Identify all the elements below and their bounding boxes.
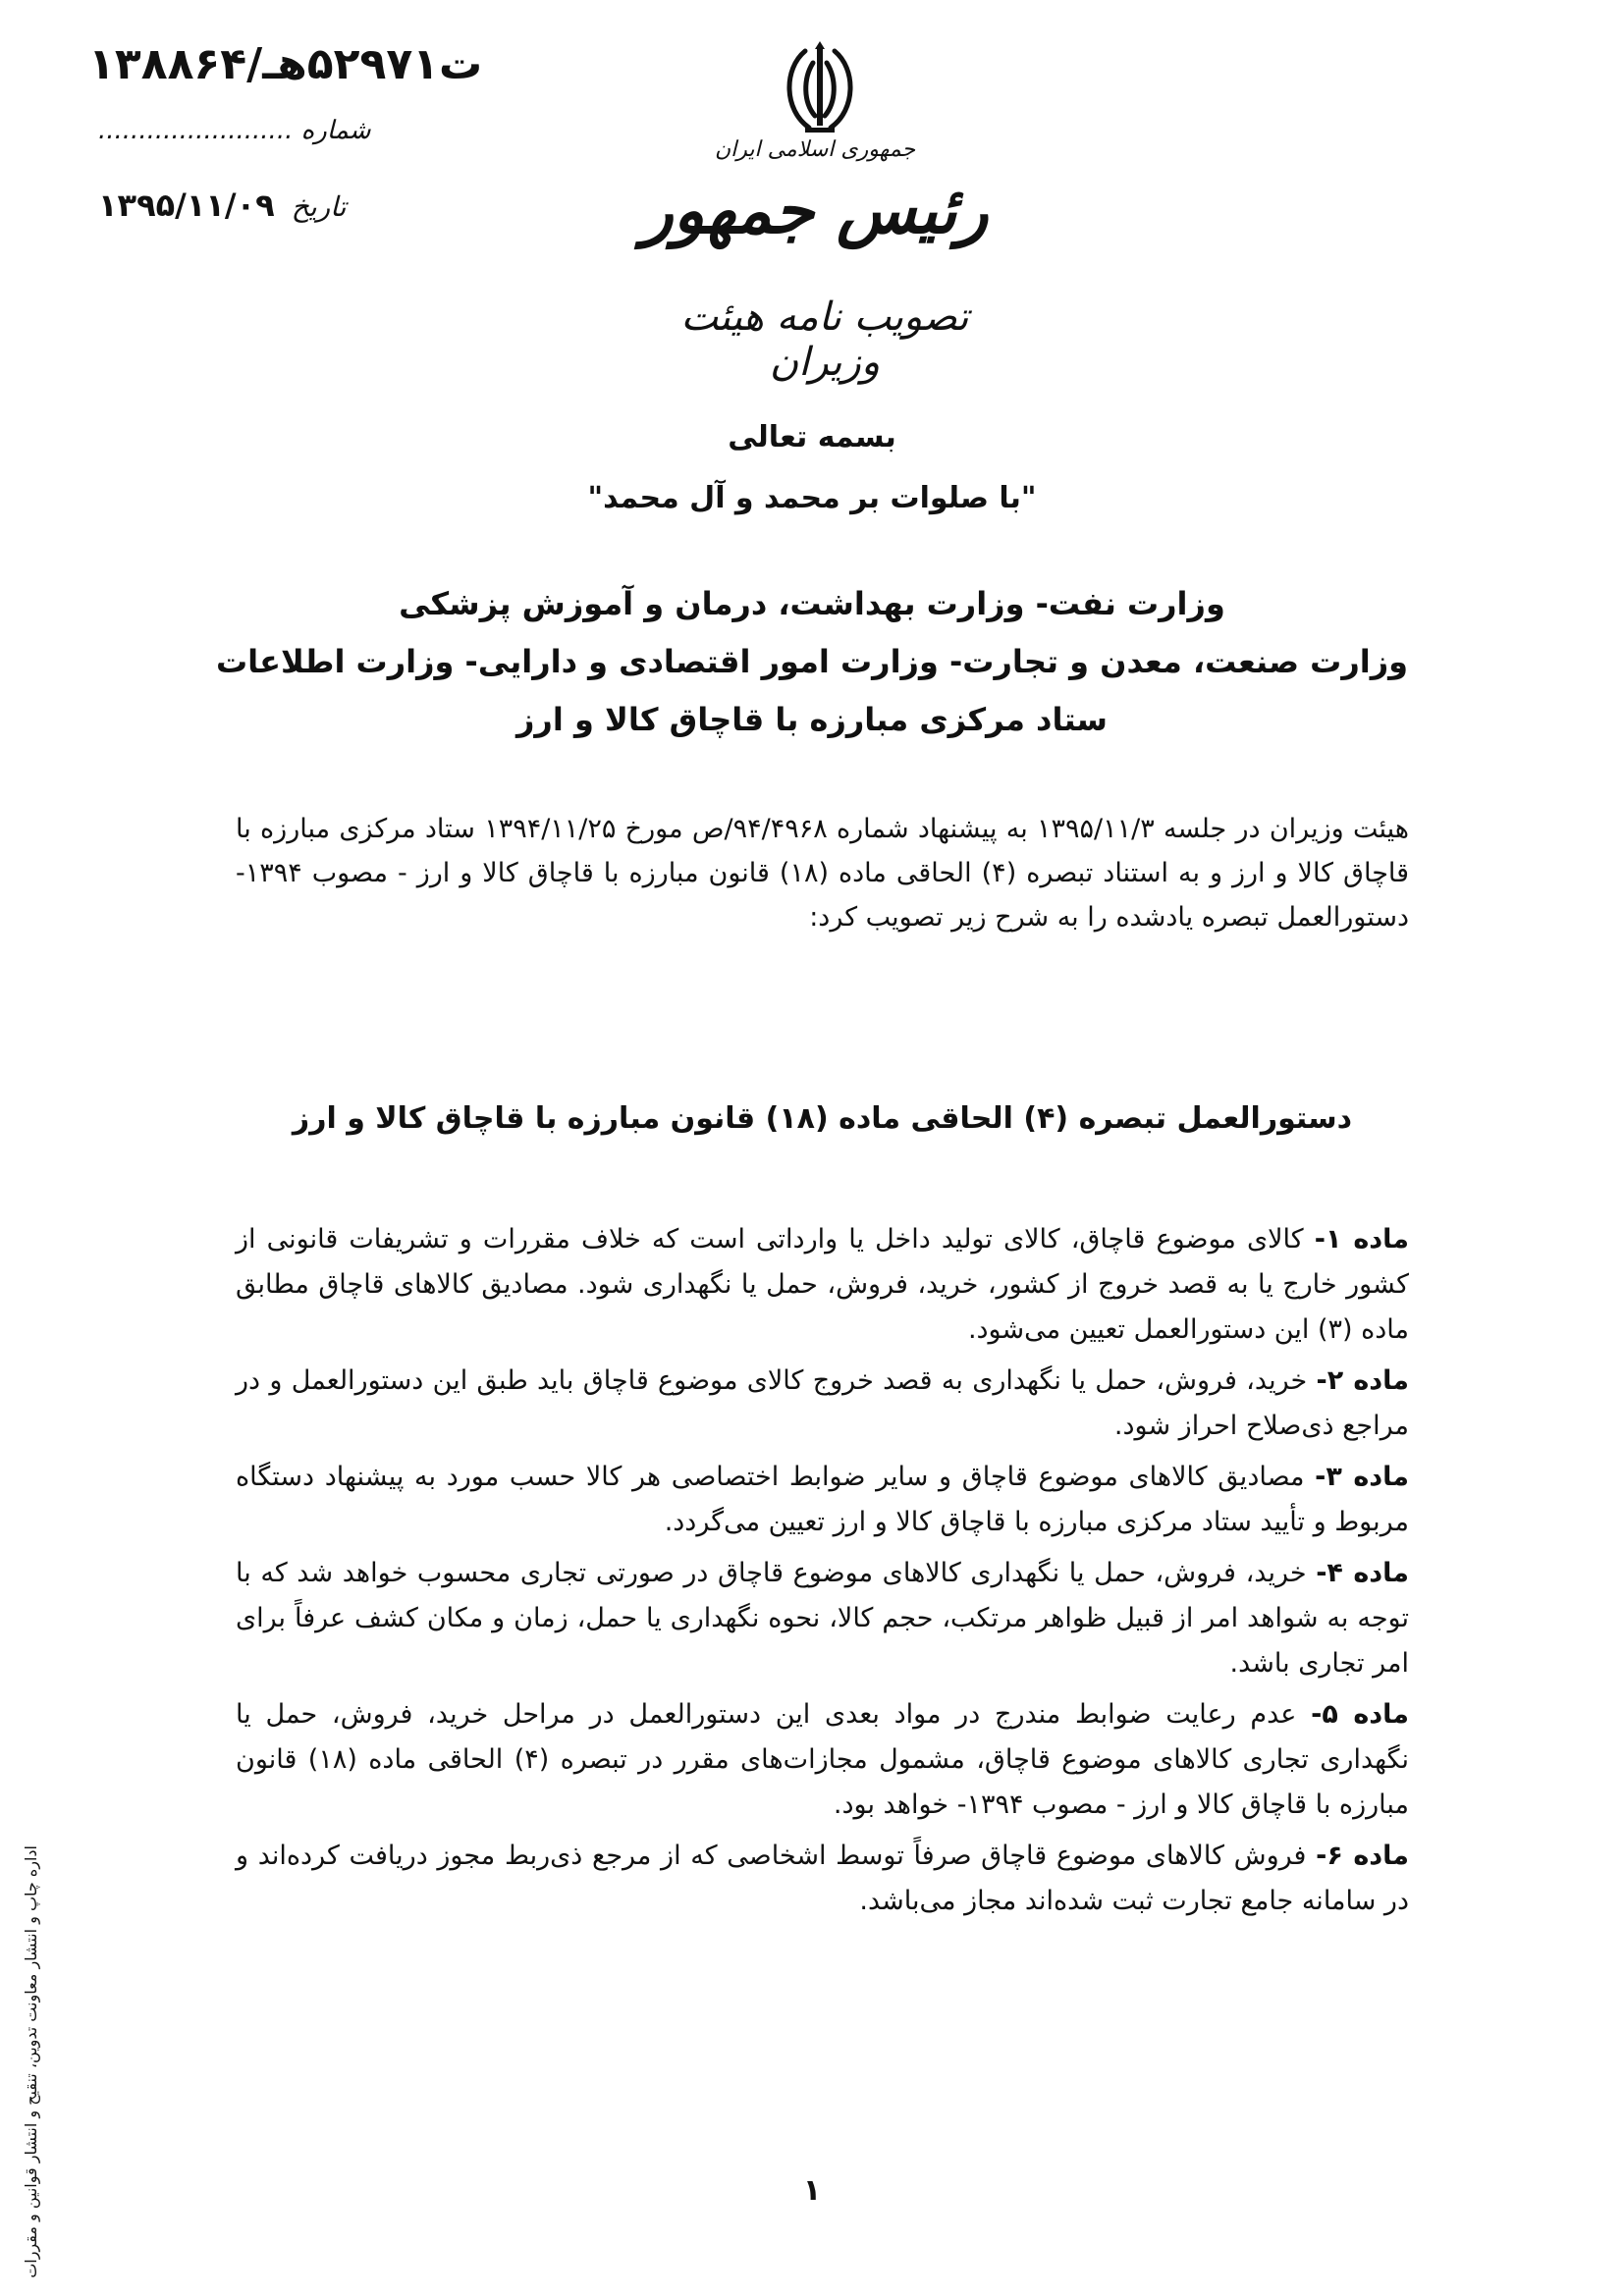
page-number: ۱ (802, 2173, 822, 2208)
republic-title: جمهوری اسلامی ایران (714, 137, 916, 162)
article-label: ماده ۵- (1311, 1699, 1409, 1730)
article-text: خرید، فروش، حمل یا نگهداری به قصد خروج کالای موضوع قاچاق باید طبق این دستورالعمل و در مراجع ذی‌صلاح احراز شود. (236, 1365, 1409, 1441)
document-number: ۱۳۸۸۶۴/ت۵۲۹۷۱هـ (88, 39, 483, 89)
article-text: مصادیق کالاهای موضوع قاچاق و سایر ضوابط اختصاصی هر کالا حسب مورد به پیشنهاد دستگاه مربوط و تأیید ستاد مرکزی مبارزه با قاچاق کالا و ارز تعیین می‌گردد. (236, 1462, 1409, 1537)
salutation: "با صلوات بر محمد و آل محمد" (587, 481, 1037, 515)
article-2 (236, 1359, 1409, 1449)
article-5 (236, 1692, 1409, 1828)
article-6 (236, 1834, 1409, 1924)
date-row (98, 187, 346, 224)
article-1 (236, 1217, 1409, 1353)
article-label: ماده ۴- (1316, 1558, 1409, 1588)
recipient-line: ستاد مرکزی مبارزه با قاچاق کالا و ارز (516, 701, 1108, 738)
article-text: خرید، فروش، حمل یا نگهداری کالاهای موضوع قاچاق در صورتی تجاری محسوب خواهد شد که با توجه به شواهد امر از قبیل ظواهر مرتکب، حجم کالا، نحوه نگهداری یا حمل، زمان و مکان کشف عرفاً برای امر تجاری باشد. (236, 1558, 1409, 1679)
iran-emblem-icon (776, 41, 864, 139)
article-3 (236, 1455, 1409, 1545)
number-label: شماره ........................ (98, 116, 371, 145)
office-title: رئیس جمهور (641, 172, 989, 248)
article-text: کالای موضوع قاچاق، کالای تولید داخل یا وارداتی است که خلاف مقررات و تشریفات قانونی از کشور خارج یا به قصد خروج از کشور، خرید، فروش، حمل یا نگهداری شود. مصادیق کالاهای قاچاق مطابق ماده (۳) این دستورالعمل تعیین می‌شود. (236, 1224, 1409, 1345)
recipient-line: وزارت نفت- وزارت بهداشت، درمان و آموزش پزشکی (399, 585, 1225, 622)
article-label: ماده ۳- (1315, 1462, 1409, 1492)
date-value: ۱۳۹۵/۱۱/۰۹ (98, 187, 275, 224)
recipient-line: وزارت صنعت، معدن و تجارت- وزارت امور اقتصادی و دارایی- وزارت اطلاعات (215, 643, 1409, 680)
article-text: عدم رعایت ضوابط مندرج در مواد بعدی این دستورالعمل در مراحل خرید، فروش، حمل یا نگهداری تجاری کالاهای موضوع قاچاق، مشمول مجازات‌های مقرر در تبصره (۴) الحاقی ماده (۱۸) قانون مبارزه با قاچاق کالا و ارز - مصوب ۱۳۹۴- خواهد بود. (236, 1699, 1409, 1820)
article-4 (236, 1551, 1409, 1686)
intro-paragraph: هیئت وزیران در جلسه ۱۳۹۵/۱۱/۳ به پیشنهاد شماره ۹۴/۴۹۶۸/ص مورخ ۱۳۹۴/۱۱/۲۵ ستاد مرکزی مبارزه با قاچاق کالا و ارز و به استناد تبصره (۴) الحاقی ماده (۱۸) قانون مبارزه با قاچاق کالا و ارز - مصوب ۱۳۹۴- دستورالعمل تبصره یادشده را به شرح زیر تصویب کرد: (236, 814, 1410, 933)
side-note: اداره چاپ و انتشار معاونت تدوین، تنقیح و انتشار قوانین و مقررات (22, 1845, 40, 2278)
approval-title: تصویب نامه هیئت وزیران (680, 294, 969, 385)
article-text: فروش کالاهای موضوع قاچاق صرفاً توسط اشخاصی که از مرجع ذی‌ربط مجوز دریافت کرده‌اند و در سامانه جامع تجارت ثبت شده‌اند مجاز می‌باشد. (236, 1841, 1409, 1916)
article-label: ماده ۲- (1316, 1365, 1409, 1396)
invocation: بسمه تعالی (728, 420, 896, 454)
articles-list (236, 1217, 1409, 1930)
article-label: ماده ۶- (1316, 1841, 1409, 1871)
instruction-title: دستورالعمل تبصره (۴) الحاقی ماده (۱۸) قانون مبارزه با قاچاق کالا و ارز (292, 1101, 1353, 1136)
article-label: ماده ۱- (1314, 1224, 1409, 1255)
date-label: تاریخ (291, 190, 347, 223)
